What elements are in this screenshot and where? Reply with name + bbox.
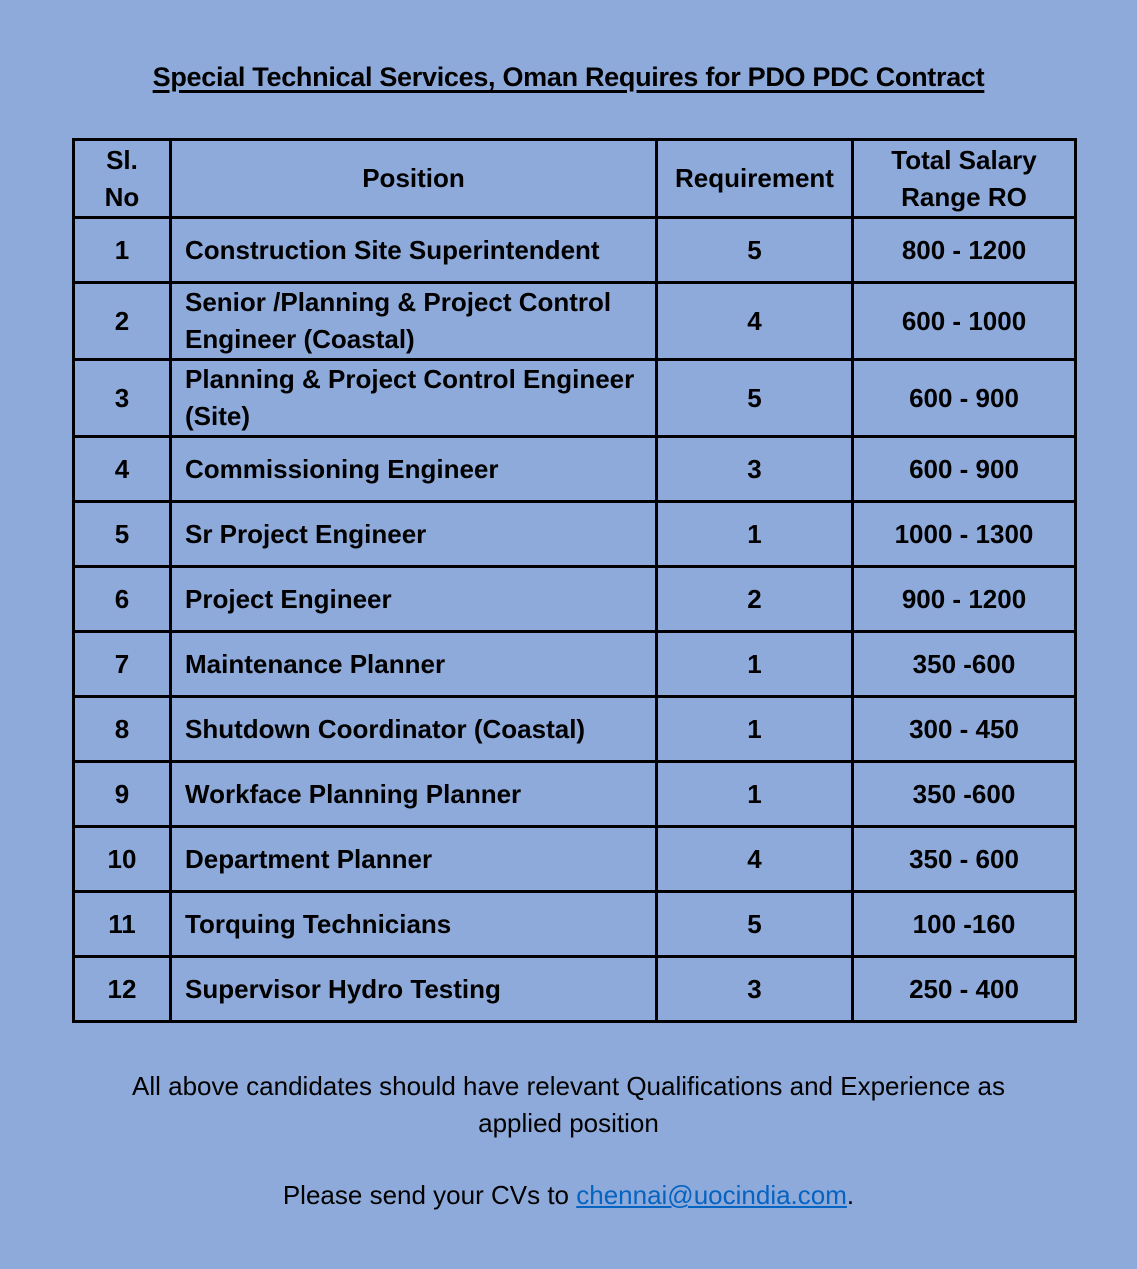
cv-suffix: . — [846, 1180, 855, 1210]
cell-requirement: 1 — [657, 632, 853, 697]
cell-salary: 300 - 450 — [853, 697, 1076, 762]
cell-salary: 100 -160 — [853, 892, 1076, 957]
table-header-row — [74, 140, 1076, 218]
cell-requirement: 1 — [657, 502, 853, 567]
cell-requirement: 5 — [657, 218, 853, 283]
cell-position: Planning & Project Control Engineer (Site) — [171, 360, 657, 437]
cell-salary: 800 - 1200 — [853, 218, 1076, 283]
cell-sl-no: 4 — [74, 437, 171, 502]
table-row — [74, 827, 1076, 892]
cv-instruction — [0, 1180, 1137, 1211]
table-row — [74, 502, 1076, 567]
cell-requirement: 3 — [657, 437, 853, 502]
table-row — [74, 697, 1076, 762]
cell-requirement: 4 — [657, 283, 853, 360]
header-sl-no: Sl. No — [74, 140, 171, 218]
cell-position: Shutdown Coordinator (Coastal) — [171, 697, 657, 762]
cell-position: Project Engineer — [171, 567, 657, 632]
cell-position: Commissioning Engineer — [171, 437, 657, 502]
table-row — [74, 218, 1076, 283]
cell-salary: 600 - 1000 — [853, 283, 1076, 360]
email-link[interactable]: chennai@uocindia.com — [576, 1180, 847, 1210]
cell-salary: 600 - 900 — [853, 360, 1076, 437]
table-row — [74, 632, 1076, 697]
cell-position: Maintenance Planner — [171, 632, 657, 697]
cell-requirement: 5 — [657, 360, 853, 437]
cell-position: Torquing Technicians — [171, 892, 657, 957]
cv-prefix: Please send your CVs to — [282, 1180, 577, 1210]
cell-salary: 350 -600 — [853, 762, 1076, 827]
cell-requirement: 1 — [657, 697, 853, 762]
cell-requirement: 5 — [657, 892, 853, 957]
table-row — [74, 957, 1076, 1022]
cell-sl-no: 12 — [74, 957, 171, 1022]
cell-salary: 350 -600 — [853, 632, 1076, 697]
cell-position: Senior /Planning & Project Control Engineer (Coastal) — [171, 283, 657, 360]
positions-table — [72, 138, 1077, 1023]
cell-position: Supervisor Hydro Testing — [171, 957, 657, 1022]
cell-requirement: 3 — [657, 957, 853, 1022]
table-row — [74, 892, 1076, 957]
table-row — [74, 283, 1076, 360]
cell-position: Sr Project Engineer — [171, 502, 657, 567]
cell-sl-no: 11 — [74, 892, 171, 957]
cell-position: Department Planner — [171, 827, 657, 892]
cell-sl-no: 2 — [74, 283, 171, 360]
page-title: Special Technical Services, Oman Requires for PDO PDC Contract — [152, 62, 985, 92]
cell-salary: 250 - 400 — [853, 957, 1076, 1022]
cell-sl-no: 6 — [74, 567, 171, 632]
cell-position: Construction Site Superintendent — [171, 218, 657, 283]
cell-sl-no: 10 — [74, 827, 171, 892]
qualification-note: All above candidates should have relevant Qualifications and Experience as applied position — [132, 1071, 1005, 1138]
table-row — [74, 567, 1076, 632]
header-salary: Total Salary Range RO — [853, 140, 1076, 218]
header-requirement: Requirement — [657, 140, 853, 218]
cell-sl-no: 3 — [74, 360, 171, 437]
table-row — [74, 360, 1076, 437]
cell-requirement: 4 — [657, 827, 853, 892]
cell-sl-no: 8 — [74, 697, 171, 762]
table-row — [74, 437, 1076, 502]
cell-sl-no: 7 — [74, 632, 171, 697]
cell-sl-no: 9 — [74, 762, 171, 827]
header-position: Position — [171, 140, 657, 218]
cell-salary: 350 - 600 — [853, 827, 1076, 892]
cell-salary: 900 - 1200 — [853, 567, 1076, 632]
cell-position: Workface Planning Planner — [171, 762, 657, 827]
cell-sl-no: 1 — [74, 218, 171, 283]
cell-requirement: 1 — [657, 762, 853, 827]
cell-salary: 600 - 900 — [853, 437, 1076, 502]
cell-sl-no: 5 — [74, 502, 171, 567]
cell-requirement: 2 — [657, 567, 853, 632]
table-row — [74, 762, 1076, 827]
cell-salary: 1000 - 1300 — [853, 502, 1076, 567]
